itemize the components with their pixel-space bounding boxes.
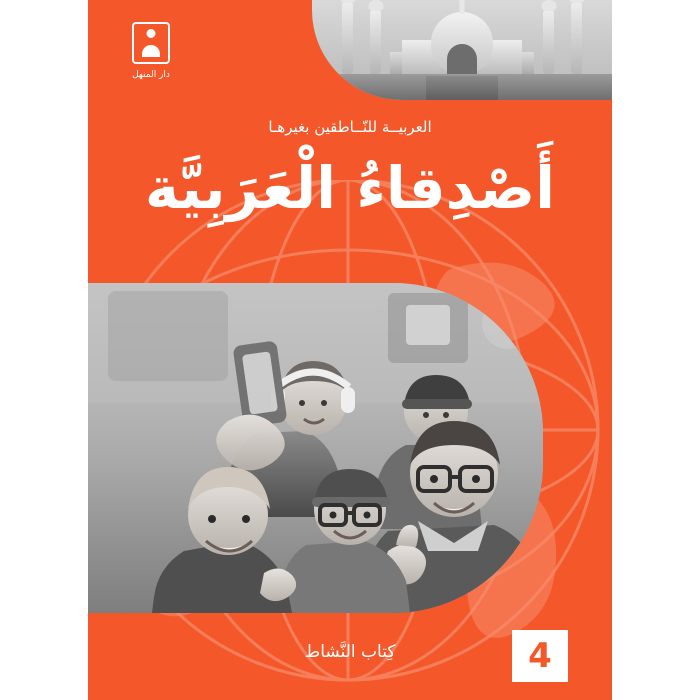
cover-subtitle: العربيــة للنّــاطقين بغيرهـا — [268, 118, 432, 136]
book-person-logo-icon — [132, 22, 170, 64]
taj-minaret-right-outer — [571, 2, 582, 74]
taj-main-arch — [447, 44, 477, 74]
publisher-logo — [116, 22, 186, 80]
cover-caption: كِتاب النَّشاط — [304, 642, 396, 662]
taj-minaret-left-outer — [342, 2, 353, 74]
level-badge: 4 — [512, 630, 568, 682]
group-of-boys-photo — [88, 283, 543, 613]
cover-title: أَصْدِقاءُ الْعَرَبِيَّة — [144, 154, 556, 222]
taj-minaret-right-inner — [543, 10, 554, 74]
taj-minaret-left-inner — [370, 10, 381, 74]
taj-reflecting-pool — [426, 76, 498, 100]
book-cover — [88, 0, 612, 700]
publisher-name: دار المنهل — [132, 70, 170, 80]
taj-mahal-photo — [312, 0, 612, 100]
